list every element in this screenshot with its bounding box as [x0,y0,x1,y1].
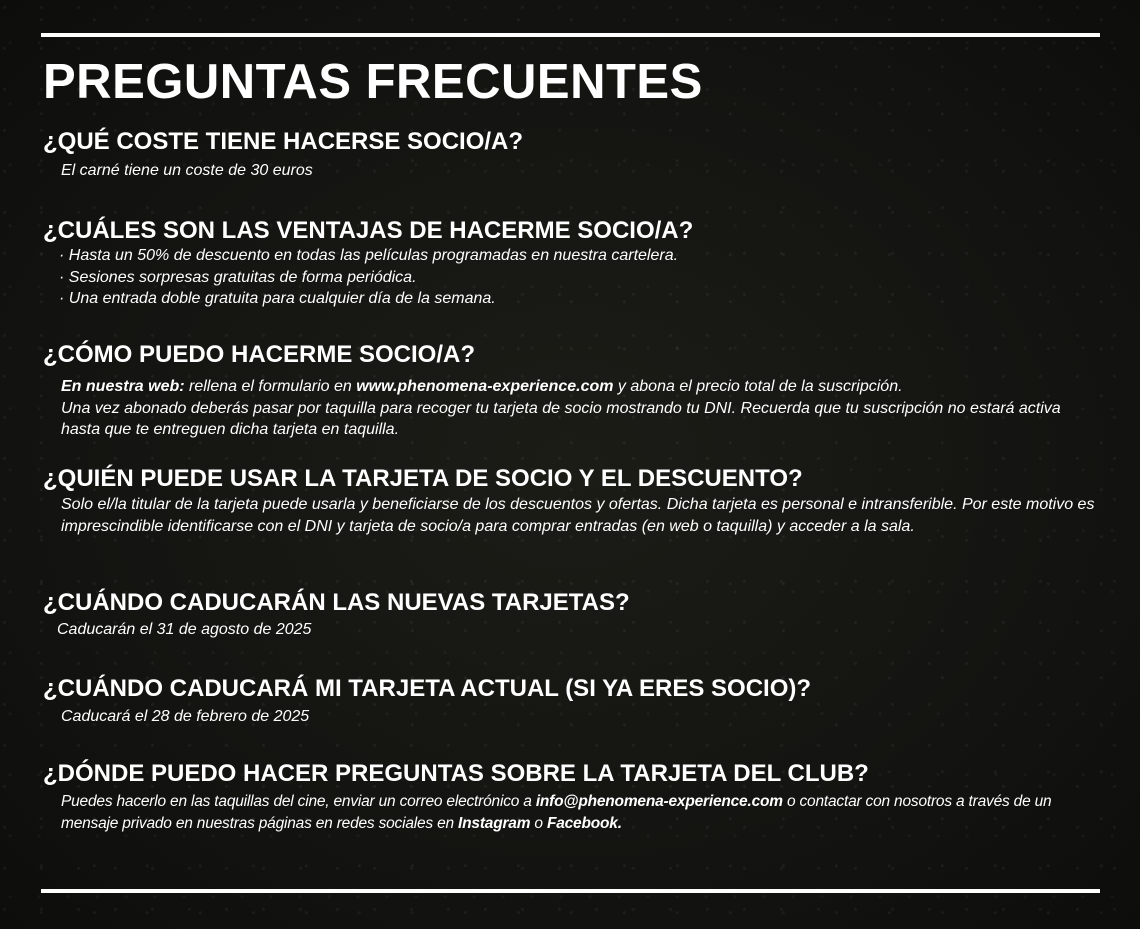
faq-item-how-to-join [43,341,1103,441]
faq-item-benefits [43,217,1103,310]
bottom-divider [41,889,1100,893]
answer-text: Puedes hacerlo en las taquillas del cine, enviar un correo electrónico a [61,793,536,810]
facebook-link[interactable]: Facebook. [546,814,622,832]
faq-question: ¿DÓNDE PUEDO HACER PREGUNTAS SOBRE LA TARJETA DEL CLUB? [43,760,869,787]
answer-text: o [530,814,547,832]
web-label: En nuestra web: [61,378,185,395]
top-divider [41,33,1100,37]
list-item: · Una entrada doble gratuita para cualquier día de la semana. [59,290,496,307]
faq-item-cost [43,128,1103,182]
benefits-list [43,245,1103,310]
faq-answer: El carné tiene un coste de 30 euros [61,162,313,179]
faq-answer [61,376,1103,441]
faq-item-who-can-use [43,465,1103,537]
faq-item-new-expiry [43,589,1103,641]
faq-question: ¿CÓMO PUEDO HACERME SOCIO/A? [43,341,476,368]
faq-answer: Caducarán el 31 de agosto de 2025 [57,621,312,638]
answer-text: rellena el formulario en [184,378,357,395]
faq-item-current-expiry [43,675,1103,728]
answer-text: o contactar con nosotros a través de un mensaje privado en nuestras páginas en redes sociales en [61,793,1052,832]
answer-text: y abona el precio total de la suscripción. [613,378,903,395]
faq-answer: Caducará el 28 de febrero de 2025 [61,708,310,725]
website-link[interactable]: www.phenomena-experience.com [356,378,614,395]
faq-question: ¿CUÁNDO CADUCARÁN LAS NUEVAS TARJETAS? [43,589,630,616]
faq-question: ¿QUIÉN PUEDE USAR LA TARJETA DE SOCIO Y EL DESCUENTO? [43,465,803,492]
faq-answer [61,791,1103,834]
list-item: · Hasta un 50% de descuento en todas las películas programadas en nuestra cartelera. [59,247,679,264]
list-item: · Sesiones sorpresas gratuitas de forma periódica. [59,268,417,286]
faq-question: ¿CUÁNDO CADUCARÁ MI TARJETA ACTUAL (SI YA ERES SOCIO)? [43,675,812,702]
faq-question: ¿QUÉ COSTE TIENE HACERSE SOCIO/A? [43,128,524,155]
instagram-link[interactable]: Instagram [458,814,531,832]
faq-question: ¿CUÁLES SON LAS VENTAJAS DE HACERME SOCIO/A? [43,217,694,244]
answer-text: Una vez abonado deberás pasar por taquilla para recoger tu tarjeta de socio mostrando tu DNI. Recuerda que tu suscripción no estará activa hasta que te entreguen dicha tarjeta en taquilla. [61,399,1061,438]
page-title: PREGUNTAS FRECUENTES [43,55,703,109]
faq-item-contact [43,760,1103,834]
faq-answer: Solo el/la titular de la tarjeta puede usarla y beneficiarse de los descuentos y ofertas. Dicha tarjeta es personal e intransferible. Por este motivo es imprescindible identificarse con el DNI y tarjeta de socio/a para comprar entradas (en web o taquilla) y acceder a la sala. [61,496,1095,535]
email-link[interactable]: info@phenomena-experience.com [535,793,783,810]
